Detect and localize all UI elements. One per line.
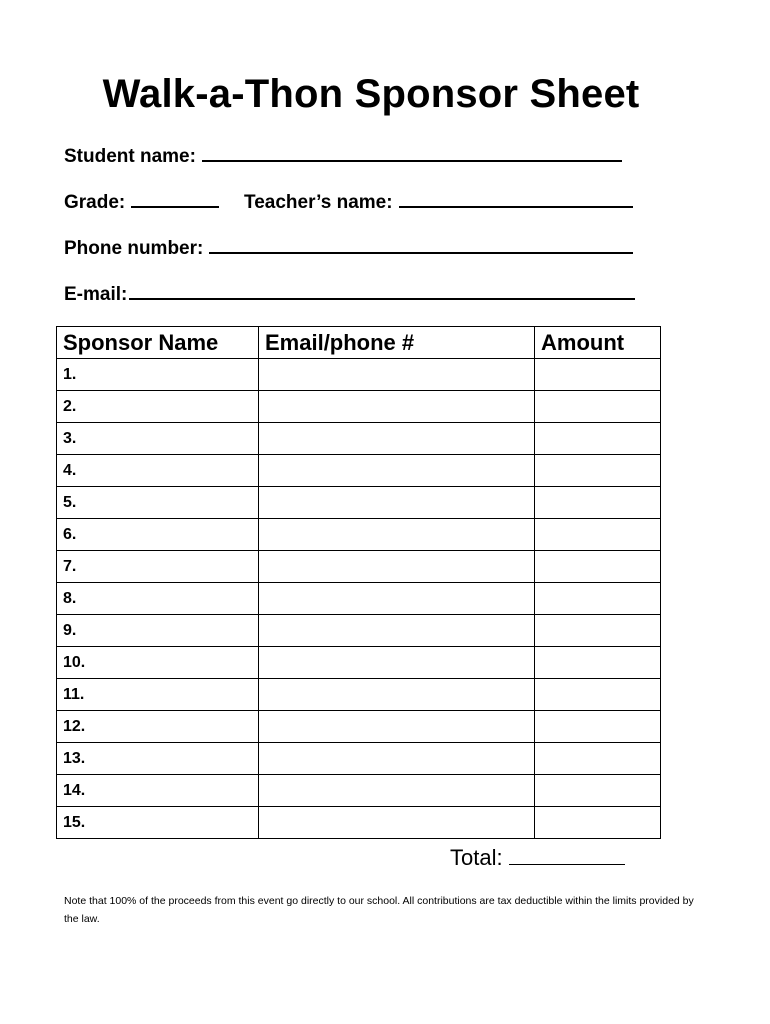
phone-number-label: Phone number: bbox=[64, 238, 204, 259]
table-row bbox=[57, 679, 661, 711]
sponsor-name-cell[interactable]: 1. bbox=[57, 359, 259, 391]
total-label: Total: bbox=[450, 845, 503, 870]
sponsor-name-cell[interactable]: 7. bbox=[57, 551, 259, 583]
sponsor-name-cell[interactable]: 3. bbox=[57, 423, 259, 455]
email-phone-cell[interactable] bbox=[259, 647, 535, 679]
table-row bbox=[57, 775, 661, 807]
footnote: Note that 100% of the proceeds from this event go directly to our school. All contributions are tax deductible within the limits provided by the law. bbox=[64, 895, 694, 925]
sponsor-name-cell[interactable]: 9. bbox=[57, 615, 259, 647]
sponsor-name-cell[interactable]: 14. bbox=[57, 775, 259, 807]
sponsor-name-cell[interactable]: 13. bbox=[57, 743, 259, 775]
sponsor-name-cell[interactable]: 11. bbox=[57, 679, 259, 711]
table-row bbox=[57, 391, 661, 423]
amount-cell[interactable] bbox=[535, 679, 661, 711]
email-blank[interactable] bbox=[129, 284, 635, 300]
amount-cell[interactable] bbox=[535, 807, 661, 839]
amount-cell[interactable] bbox=[535, 359, 661, 391]
email-phone-cell[interactable] bbox=[259, 359, 535, 391]
sponsor-name-cell[interactable]: 4. bbox=[57, 455, 259, 487]
sponsor-name-cell[interactable]: 15. bbox=[57, 807, 259, 839]
amount-cell[interactable] bbox=[535, 391, 661, 423]
table-row bbox=[57, 519, 661, 551]
teacher-name-label: Teacher’s name: bbox=[244, 192, 393, 213]
phone-number-field[interactable] bbox=[64, 238, 633, 260]
amount-cell[interactable] bbox=[535, 551, 661, 583]
email-phone-cell[interactable] bbox=[259, 423, 535, 455]
table-row bbox=[57, 615, 661, 647]
table-row bbox=[57, 807, 661, 839]
amount-cell[interactable] bbox=[535, 743, 661, 775]
sponsor-name-cell[interactable]: 2. bbox=[57, 391, 259, 423]
page-title: Walk-a-Thon Sponsor Sheet bbox=[102, 72, 640, 116]
email-label: E-mail: bbox=[64, 284, 128, 305]
email-phone-cell[interactable] bbox=[259, 519, 535, 551]
sponsor-name-cell[interactable]: 6. bbox=[57, 519, 259, 551]
email-phone-cell[interactable] bbox=[259, 711, 535, 743]
sponsor-name-cell[interactable]: 12. bbox=[57, 711, 259, 743]
sponsor-name-cell[interactable]: 10. bbox=[57, 647, 259, 679]
email-phone-cell[interactable] bbox=[259, 455, 535, 487]
sponsor-name-cell[interactable]: 5. bbox=[57, 487, 259, 519]
amount-cell[interactable] bbox=[535, 455, 661, 487]
teacher-name-field[interactable] bbox=[244, 192, 633, 214]
phone-number-blank[interactable] bbox=[209, 238, 633, 254]
amount-cell[interactable] bbox=[535, 423, 661, 455]
student-name-blank[interactable] bbox=[202, 146, 622, 162]
amount-cell[interactable] bbox=[535, 615, 661, 647]
email-phone-cell[interactable] bbox=[259, 583, 535, 615]
amount-cell[interactable] bbox=[535, 647, 661, 679]
email-phone-cell[interactable] bbox=[259, 487, 535, 519]
email-phone-cell[interactable] bbox=[259, 615, 535, 647]
teacher-name-blank[interactable] bbox=[399, 192, 633, 208]
amount-cell[interactable] bbox=[535, 519, 661, 551]
header-sponsor-name: Sponsor Name bbox=[57, 327, 259, 359]
email-phone-cell[interactable] bbox=[259, 775, 535, 807]
table-row bbox=[57, 487, 661, 519]
email-phone-cell[interactable] bbox=[259, 391, 535, 423]
grade-field[interactable] bbox=[64, 192, 219, 214]
sponsor-table bbox=[56, 326, 661, 839]
table-row bbox=[57, 551, 661, 583]
table-row bbox=[57, 359, 661, 391]
sponsor-name-cell[interactable]: 8. bbox=[57, 583, 259, 615]
table-row bbox=[57, 743, 661, 775]
header-amount: Amount bbox=[535, 327, 661, 359]
table-row bbox=[57, 647, 661, 679]
student-name-field[interactable] bbox=[64, 146, 622, 168]
total-blank[interactable] bbox=[509, 848, 625, 865]
email-phone-cell[interactable] bbox=[259, 743, 535, 775]
table-row bbox=[57, 455, 661, 487]
amount-cell[interactable] bbox=[535, 583, 661, 615]
table-row bbox=[57, 711, 661, 743]
student-name-label: Student name: bbox=[64, 146, 196, 167]
grade-label: Grade: bbox=[64, 192, 126, 213]
email-phone-cell[interactable] bbox=[259, 551, 535, 583]
amount-cell[interactable] bbox=[535, 711, 661, 743]
table-header-row bbox=[57, 327, 661, 359]
table-row bbox=[57, 583, 661, 615]
grade-blank[interactable] bbox=[131, 192, 219, 208]
email-field[interactable] bbox=[64, 284, 635, 306]
email-phone-cell[interactable] bbox=[259, 807, 535, 839]
email-phone-cell[interactable] bbox=[259, 679, 535, 711]
amount-cell[interactable] bbox=[535, 775, 661, 807]
table-row bbox=[57, 423, 661, 455]
total-field[interactable] bbox=[450, 845, 625, 871]
header-email-phone: Email/phone # bbox=[259, 327, 535, 359]
amount-cell[interactable] bbox=[535, 487, 661, 519]
